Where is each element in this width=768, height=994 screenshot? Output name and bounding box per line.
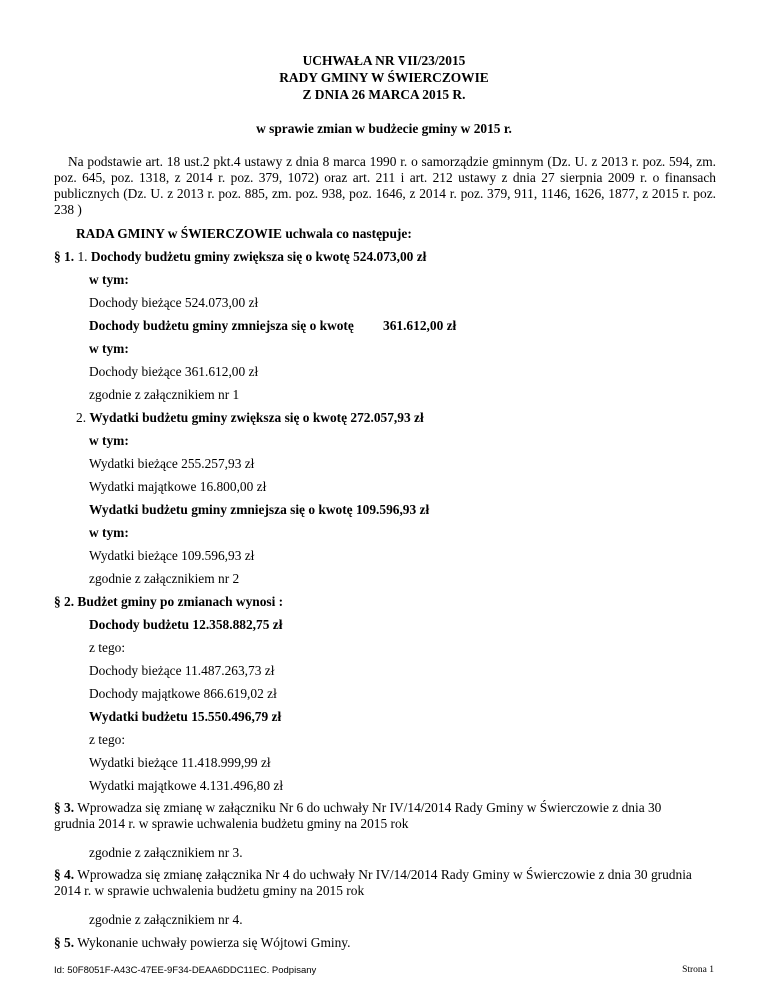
income-decrease-label: Dochody budżetu gminy zmniejsza się o kwotę: [89, 318, 354, 333]
section-3-mark: § 3.: [54, 800, 75, 815]
section-3: [54, 800, 694, 832]
section-5-mark: § 5.: [54, 935, 75, 950]
section-1-mark: § 1.: [54, 249, 75, 264]
section-4-mark: § 4.: [54, 867, 75, 882]
income-decrease-wtym: w tym:: [89, 341, 129, 356]
income-increase: Dochody budżetu gminy zwiększa się o kwotę 524.073,00 zł: [90, 249, 427, 264]
attachment-4-ref: zgodnie z załącznikiem nr 4.: [89, 912, 243, 927]
attachment-1-ref: zgodnie z załącznikiem nr 1: [89, 387, 240, 402]
attachment-3-ref: zgodnie z załącznikiem nr 3.: [89, 845, 243, 860]
budget-expense-ztego: z tego:: [89, 732, 126, 747]
section-1-p1-num: 1.: [77, 249, 88, 264]
attachment-2-ref: zgodnie z załącznikiem nr 2: [89, 571, 240, 586]
budget-income-current: Dochody bieżące 11.487.263,73 zł: [89, 663, 275, 678]
expense-increase: Wydatki budżetu gminy zwiększa się o kwotę 272.057,93 zł: [89, 410, 424, 425]
section-1-p2-num: 2.: [76, 410, 87, 425]
budget-expense-current: Wydatki bieżące 11.418.999,99 zł: [89, 755, 271, 770]
budget-income-total: Dochody budżetu 12.358.882,75 zł: [89, 617, 283, 632]
legal-basis-text: Na podstawie art. 18 ust.2 pkt.4 ustawy z dnia 8 marca 1990 r. o samorządzie gminnym (Dz. U. z 2013 r. poz. 594, zm. poz. 645, poz. 1318, z 2014 r. poz. 379, 1072) oraz art. 211 i art. 212 ustawy z dnia 27 sierpnia 2009 r. o finansach publicznych (Dz. U. z 2013 r. poz. 885, zm. poz. 938, poz. 1646, z 2014 r. poz. 379, 911, 1146, 1626, 1877, z 2015 r. poz. 238 ): [54, 154, 716, 217]
legal-basis: [54, 154, 716, 218]
expense-decrease-current: Wydatki bieżące 109.596,93 zł: [89, 548, 255, 563]
resolution-subject: w sprawie zmian w budżecie gminy w 2015 r.: [256, 121, 512, 136]
expense-decrease: Wydatki budżetu gminy zmniejsza się o kwotę 109.596,93 zł: [89, 502, 430, 517]
council-name: RADY GMINY W ŚWIERCZOWIE: [279, 70, 489, 85]
section-5-text: Wykonanie uchwały powierza się Wójtowi Gminy.: [74, 935, 351, 950]
income-increase-current: Dochody bieżące 524.073,00 zł: [89, 295, 259, 310]
budget-expense-total: Wydatki budżetu 15.550.496,79 zł: [89, 709, 282, 724]
document-signature-id: Id: 50F8051F-A43C-47EE-9F34-DEAA6DDC11EC. Podpisany: [54, 965, 317, 976]
section-5: [54, 935, 350, 951]
income-increase-wtym: w tym:: [89, 272, 129, 287]
section-4: [54, 867, 694, 899]
section-3-text: Wprowadza się zmianę w załączniku Nr 6 do uchwały Nr IV/14/2014 Rady Gminy w Świerczowie z dnia 30 grudnia 2014 r. w sprawie uchwalenia budżetu gminy na 2015 rok: [54, 800, 662, 831]
section-1-p1: [54, 249, 426, 265]
budget-expense-capital: Wydatki majątkowe 4.131.496,80 zł: [89, 778, 284, 793]
expense-increase-capital: Wydatki majątkowe 16.800,00 zł: [89, 479, 267, 494]
resolves-clause: RADA GMINY w ŚWIERCZOWIE uchwala co następuje:: [76, 226, 412, 241]
expense-decrease-wtym: w tym:: [89, 525, 129, 540]
budget-income-ztego: z tego:: [89, 640, 126, 655]
income-decrease-amount: 361.612,00 zł: [383, 318, 457, 333]
expense-increase-wtym: w tym:: [89, 433, 129, 448]
section-1-p2: [76, 410, 424, 426]
page-number: Strona 1: [682, 965, 714, 975]
expense-increase-current: Wydatki bieżące 255.257,93 zł: [89, 456, 255, 471]
resolution-header: [0, 52, 768, 103]
section-4-text: Wprowadza się zmianę załącznika Nr 4 do uchwały Nr IV/14/2014 Rady Gminy w Świerczowie z dnia 30 grudnia 2014 r. w sprawie uchwalenia budżetu gminy na 2015 rok: [54, 867, 692, 898]
section-2-title: § 2. Budżet gminy po zmianach wynosi :: [54, 594, 284, 609]
income-decrease-current: Dochody bieżące 361.612,00 zł: [89, 364, 259, 379]
resolution-number: UCHWAŁA NR VII/23/2015: [302, 53, 466, 68]
budget-income-capital: Dochody majątkowe 866.619,02 zł: [89, 686, 277, 701]
resolution-date: Z DNIA 26 MARCA 2015 R.: [302, 87, 466, 102]
